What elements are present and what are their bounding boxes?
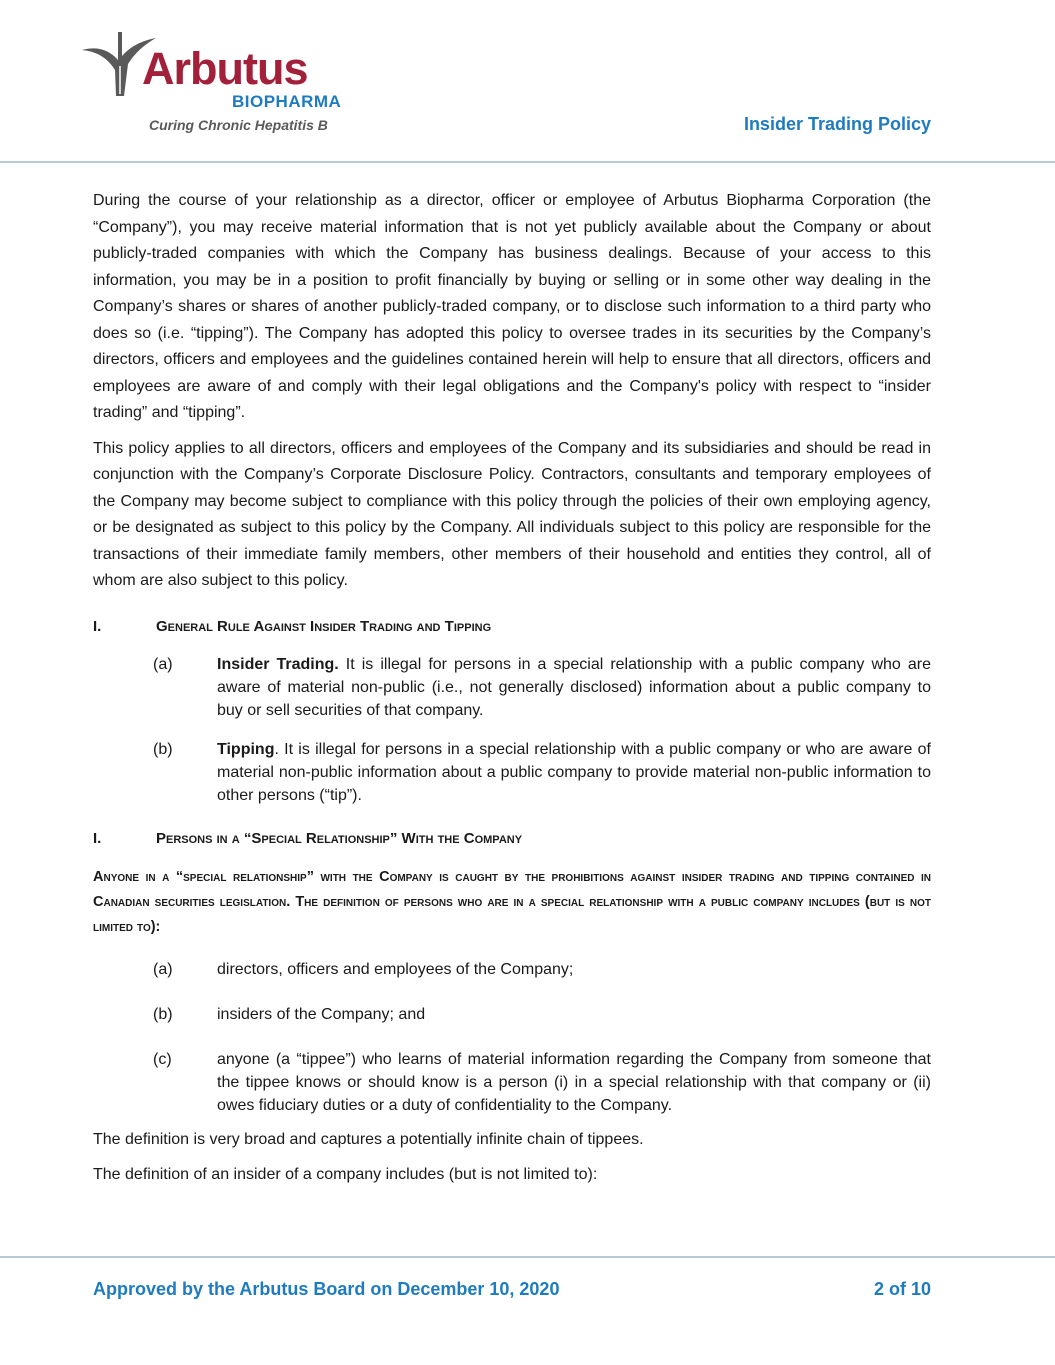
list-item [153,1048,931,1117]
section-heading-general-rule [93,617,931,637]
item-term: Insider Trading. [217,655,339,673]
section-heading-special-relationship [93,829,931,849]
scope-paragraph: This policy applies to all directors, officers and employees of the Company and its subsidiaries and should be read in conjunction with the Company’s Corporate Disclosure Policy. Contractors, consultants and temporary employees of the Company may become subject to compliance with this policy through the policies of their own employing agency, or be designated as subject to this policy by the Company. All individuals subject to this policy are responsible for the transactions of their immediate family members, other members of their household and entities they control, all of whom are also subject to this policy. [93,439,931,589]
logo-wordmark: Arbutus [142,43,308,94]
logo-subtitle: BIOPHARMA [232,92,342,111]
list-item [153,1003,931,1026]
intro-paragraph: During the course of your relationship as a director, officer or employee of Arbutus Biopharma Corporation (the “Company”), you may receive material information that is not yet publicly available about the Company or about publicly-traded companies with which the Company has business dealings. Because of your access to this information, you may be in a position to profit financially by buying or selling or in some other way dealing in the Company’s shares or shares of another publicly-traded company, or to disclose such information to a third party who does so (i.e. “tipping”). The Company has adopted this policy to oversee trades in its securities by the Company’s directors, officers and employees and the guidelines contained herein will help to ensure that all directors, officers and employees are aware of and comply with their legal obligations and the Company's policy with respect to “insider trading” and “tipping”. [93,192,931,421]
section-title: Persons in a “Special Relationship” With the Company [156,829,523,847]
company-logo [82,26,342,138]
item-text: insiders of the Company; and [217,1005,426,1023]
section-number: I. [93,829,102,847]
item-term: Tipping [217,740,275,758]
header-divider [0,161,1055,163]
closing-paragraph: The definition of an insider of a company includes (but is not limited to): [93,1166,598,1183]
item-label: (a) [153,655,173,673]
item-text: anyone (a “tippee”) who learns of material information regarding the Company from someone that the tippee knows or should know is a person (i) in a special relationship with that company or (ii) owes fiduciary duties or a duty of confidentiality to the Company. [217,1050,931,1114]
item-label: (a) [153,960,173,978]
item-label: (c) [153,1050,172,1068]
item-label: (b) [153,740,173,758]
closing-paragraph: The definition is very broad and captures a potentially infinite chain of tippees. [93,1130,644,1148]
approval-note: Approved by the Arbutus Board on December 10, 2020 [93,1279,560,1299]
document-body [93,188,931,1198]
item-label: (b) [153,1005,173,1023]
special-relationship-lead: Anyone in a “special relationship” with the Company is caught by the prohibitions against insider trading and tipping contained in Canadian securities legislation. The definition of persons who are in a special relationship with a public company includes (but is not limited to): [93,868,931,935]
page-number: 2 of 10 [873,1279,931,1299]
list-item [153,958,931,981]
item-text: Tipping. It is illegal for persons in a special relationship with a public company or who are aware of material non-public information about a public company to provide material non-public information to other persons (“tip”). [217,740,931,804]
section-number: I. [93,617,102,635]
item-text: Insider Trading. It is illegal for persons in a special relationship with a public company who are aware of material non-public (i.e., not generally disclosed) information about a public company to buy or sell securities of that company. [217,655,932,719]
list-item-insider-trading [153,653,931,722]
logo-tagline: Curing Chronic Hepatitis B [149,117,328,133]
document-title: Insider Trading Policy [743,114,931,134]
footer-divider [0,1256,1055,1258]
section-title: General Rule Against Insider Trading and Tipping [156,617,492,635]
list-item-tipping [153,738,931,807]
item-text: directors, officers and employees of the Company; [217,960,574,978]
